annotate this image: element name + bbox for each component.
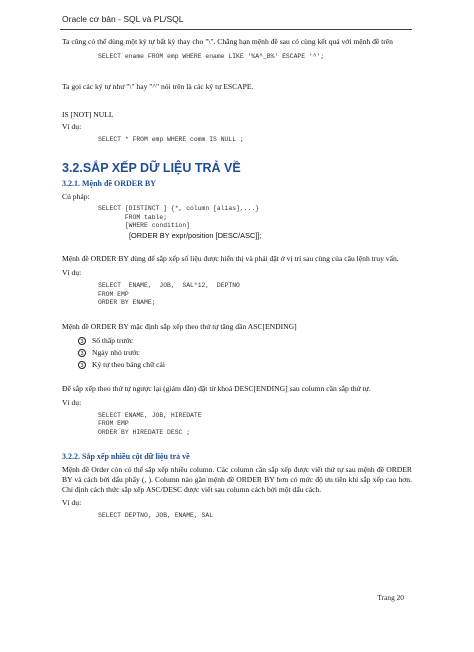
subsection-title-order-by: 3.2.1. Mệnh đề ORDER BY [62,179,157,189]
label-example: Ví dụ: [62,497,82,507]
code-multi-column-example: SELECT DEPTNO, JOB, ENAME, SAL [98,511,214,519]
paragraph-escape-any-char: Ta cũng có thể dùng một ký tự bất kỳ thay cho "\". Chẳng hạn mệnh đề sau có cùng kết quả với mệnh đề trên [62,37,393,46]
list-item [78,347,412,359]
circled-three-icon: 3 [78,349,86,357]
label-example: Ví dụ: [62,121,82,131]
paragraph-multi-column: Mệnh đề Order còn có thể sắp xếp nhiều column. Các column cần sắp xếp được viết thứ tự sau mệnh đề ORDER BY và cách bởi dấu phẩy (, ). Column nào gần mệnh đề ORDER BY hơn có mức độ ưu tiên khi sắp xếp cao hơn. Chỉ định cách thức sắp xếp ASC/DESC được viết sau column cách bởi một dấu cách. [62,464,412,494]
label-example: Ví dụ: [62,397,82,407]
code-escape-example: SELECT ename FROM emp WHERE ename LIKE '%A^_B%' ESCAPE '^'; [98,53,325,60]
list-item-label: Ký tự theo bảng chữ cái [92,359,165,369]
paragraph-escape-chars: Ta gọi các ký tự như "\" hay "^" nói trên là các ký tự ESCAPE. [62,81,254,91]
circled-three-icon: 3 [78,361,86,369]
code-desc-example: SELECT ENAME, JOB, HIREDATE FROM EMP ORDER BY HIREDATE DESC ; [98,411,202,436]
page-number: Trang 20 [377,593,404,602]
section-title: 3.2.SẮP XẾP DỮ LIỆU TRẢ VỀ [62,161,241,176]
paragraph-order-by: Mệnh đề ORDER BY dùng để sắp xếp số liệu được hiển thị và phải đặt ở vị trí sau cùng của câu lệnh truy vấn. [62,253,399,263]
paragraph-default-asc: Mệnh đề ORDER BY mặc định sắp xếp theo thứ tự tăng dần ASC[ENDING] [62,321,297,331]
list-item-label: Số thấp trước [92,335,134,345]
sort-rules-list [78,335,412,371]
code-syntax: SELECT [DISTINCT ] {*, column [alias],...} FROM table; [WHERE condition] [98,205,260,230]
circled-three-icon: 3 [78,337,86,345]
code-syntax-order-by: [ORDER BY expr/position [DESC/ASC]]; [129,230,262,240]
header-divider [60,29,412,30]
paragraph-desc: Để sắp xếp theo thứ tự ngược lại (giảm dần) đặt từ khoá DESC[ENDING] sau column cần sắp thứ tự. [62,383,371,393]
list-item [78,335,412,347]
label-syntax: Cú pháp: [62,192,90,202]
page-content [62,37,412,520]
subsection-title-multi-column: 3.2.2. Sắp xếp nhiều cột dữ liệu trả về [62,451,190,461]
paragraph-is-null: IS [NOT] NULL [62,109,114,119]
list-item [78,359,412,371]
label-example: Ví dụ: [62,267,82,277]
list-item-label: Ngày nhỏ trước [92,347,140,357]
code-order-by-example: SELECT ENAME, JOB, SAL*12, DEPTNO FROM EMP ORDER BY ENAME; [98,281,240,307]
page-header: Oracle cơ bản - SQL và PL/SQL [62,14,184,24]
code-is-null-example: SELECT * FROM emp WHERE comm IS NULL ; [98,135,244,143]
